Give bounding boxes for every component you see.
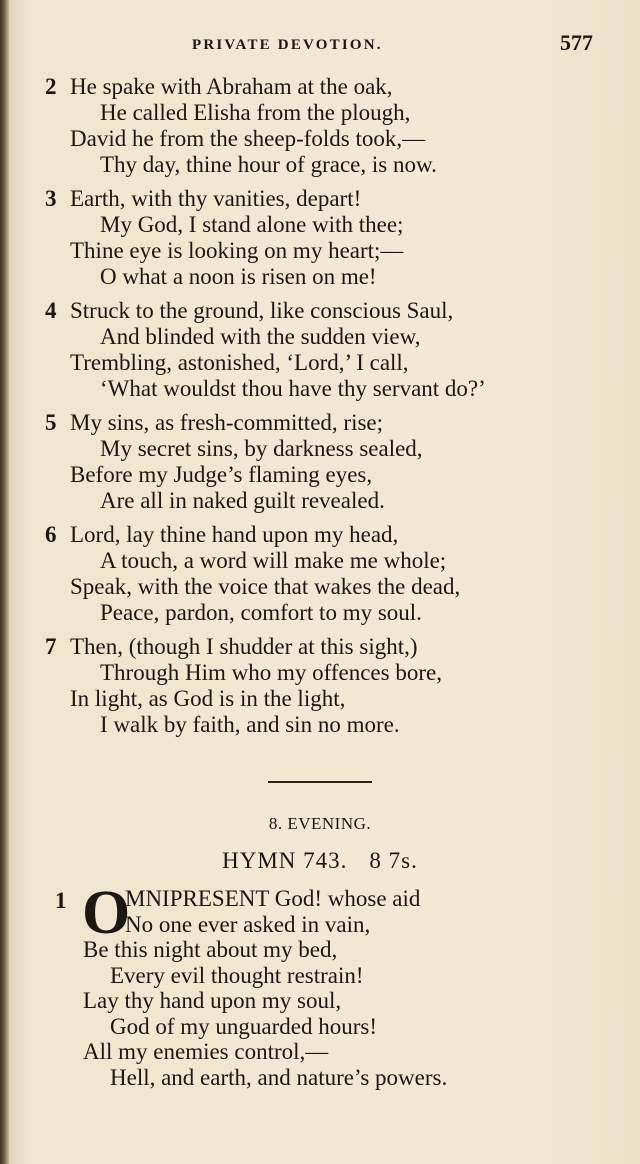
hymn-verses <box>45 74 625 746</box>
verse-line: 3 Earth, with thy vanities, depart! <box>45 186 362 211</box>
hymn-number-title: HYMN 743. <box>222 848 348 873</box>
book-binding-edge <box>0 0 9 1164</box>
verse-line: My God, I stand alone with thee; <box>100 212 404 237</box>
verse-line: My secret sins, by darkness sealed, <box>100 436 423 461</box>
verse-line: O what a noon is risen on me! <box>100 264 377 289</box>
verse-line: 5 My sins, as fresh-committed, rise; <box>45 410 384 435</box>
stanza-number: 7 <box>45 634 57 659</box>
hymn-743-stanza-1 <box>55 879 630 1090</box>
stanza <box>45 298 625 402</box>
verse-line: No one ever asked in vain, <box>125 911 371 937</box>
verse-line: MNIPRESENT God! whose aid <box>125 886 421 911</box>
stanza <box>45 634 625 738</box>
stanza-number: 5 <box>45 410 57 435</box>
stanza-number: 1 <box>55 888 67 913</box>
verse-line: And blinded with the sudden view, <box>100 324 421 349</box>
hymn-title <box>0 848 640 874</box>
verse-line: Hell, and earth, and nature’s powers. <box>110 1064 448 1090</box>
verse-line: All my enemies control,— <box>83 1039 329 1064</box>
running-title: PRIVATE DEVOTION. <box>192 37 383 53</box>
stanza-number: 3 <box>45 186 57 211</box>
verse-line: Lay thy hand upon my soul, <box>83 988 342 1013</box>
verse-line: Be this night about my bed, <box>83 937 338 962</box>
stanza <box>45 522 625 626</box>
section-title: 8. EVENING. <box>268 814 372 833</box>
verse-line: Trembling, astonished, ‘Lord,’ I call, <box>70 350 409 375</box>
verse-line: 4 Struck to the ground, like conscious Saul, <box>45 298 454 323</box>
hymn-meter: 8 7s. <box>369 848 418 873</box>
verse-line: ‘What wouldst thou have thy servant do?’ <box>100 376 486 401</box>
stanza <box>45 410 625 514</box>
verse-line: Every evil thought restrain! <box>110 962 364 988</box>
verse-line: Peace, pardon, comfort to my soul. <box>100 600 422 625</box>
drop-cap: O <box>82 879 131 947</box>
verse-line: Speak, with the voice that wakes the dead, <box>70 574 461 599</box>
verse-line: God of my unguarded hours! <box>110 1013 378 1039</box>
stanza-number: 4 <box>45 298 57 323</box>
page-number: 577 <box>560 30 593 55</box>
stanza-number: 6 <box>45 522 57 547</box>
verse-line: 7 Then, (though I shudder at this sight,) <box>45 634 418 659</box>
section-divider-rule <box>268 781 372 783</box>
verse-line: David he from the sheep-folds took,— <box>70 126 426 151</box>
verse-line: Thine eye is looking on my heart;— <box>70 238 404 263</box>
verse-line: Through Him who my offences bore, <box>100 660 442 685</box>
running-head <box>0 30 640 60</box>
verse-line: He called Elisha from the plough, <box>100 100 411 125</box>
stanza <box>45 186 625 290</box>
stanza <box>45 74 625 178</box>
verse-line: 2 He spake with Abraham at the oak, <box>45 74 393 99</box>
verse-line: Before my Judge’s flaming eyes, <box>70 462 373 487</box>
verse-line: Are all in naked guilt revealed. <box>100 488 385 513</box>
first-word: MNIPRESENT <box>125 886 269 911</box>
verse-line: Thy day, thine hour of grace, is now. <box>100 152 437 177</box>
verse-line: 6 Lord, lay thine hand upon my head, <box>45 522 399 547</box>
verse-line: I walk by faith, and sin no more. <box>100 712 400 737</box>
verse-line: In light, as God is in the light, <box>70 686 346 711</box>
stanza-number: 2 <box>45 74 57 99</box>
verse-line: A touch, a word will make me whole; <box>100 548 447 573</box>
